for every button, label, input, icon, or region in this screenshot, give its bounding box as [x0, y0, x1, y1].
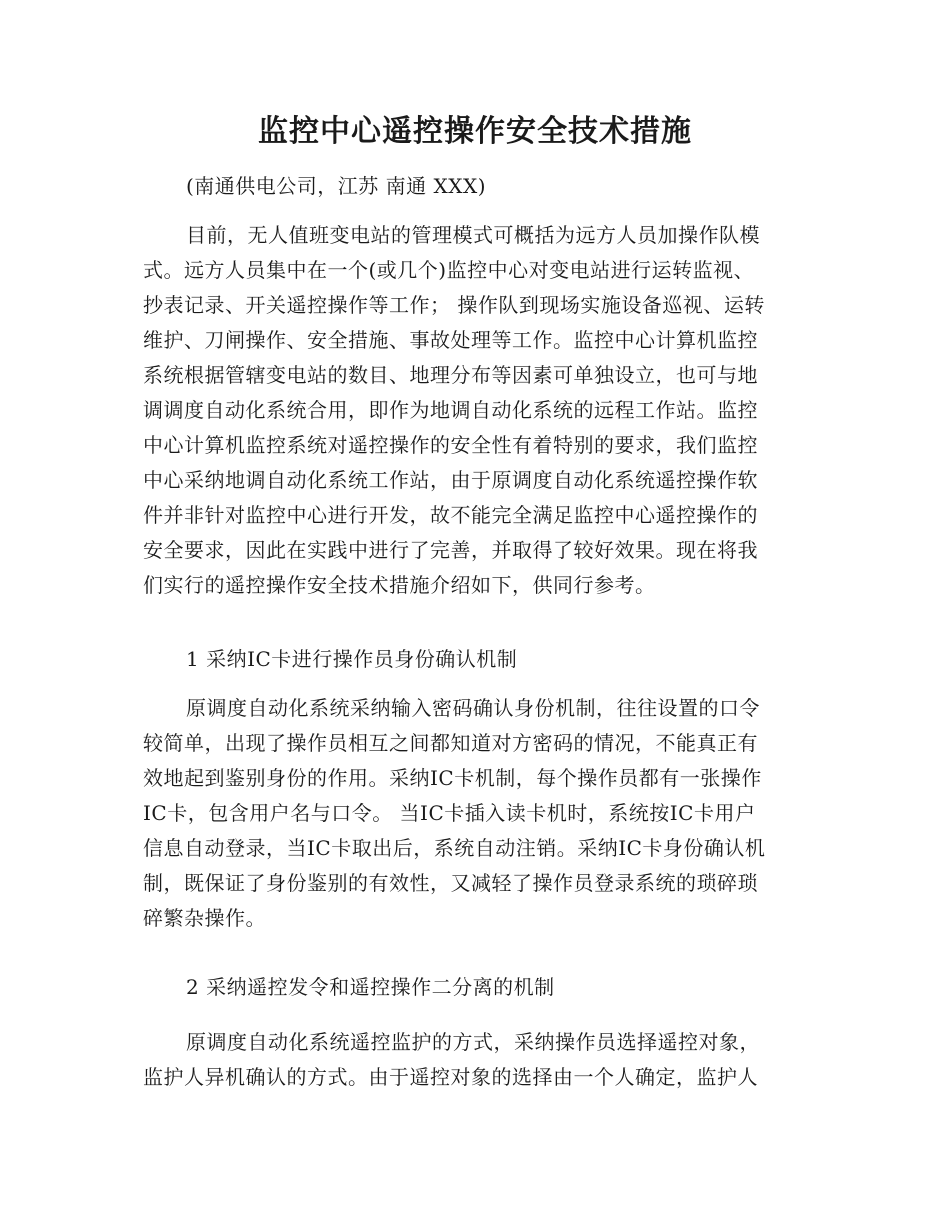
paragraph-line: 维护、刀闸操作、安全措施、事故处理等工作。监控中心计算机监控: [143, 328, 758, 352]
paragraph-line: 件并非针对监控中心进行开发，故不能完全满足监控中心遥控操作的: [143, 503, 758, 527]
paragraph-line: 目前，无人值班变电站的管理模式可概括为远方人员加操作队模: [186, 223, 760, 247]
document-title: 监控中心遥控操作安全技术措施: [258, 114, 692, 149]
paragraph-line: 们实行的遥控操作安全技术措施介绍如下，供同行参考。: [143, 573, 656, 597]
paragraph-line: 制，既保证了身份鉴别的有效性，又减轻了操作员登录系统的琐碎琐: [143, 871, 758, 895]
paragraph-line: IC卡，包含用户名与口令。 当IC卡插入读卡机时，系统按IC卡用户: [143, 801, 756, 825]
paragraph-line: 调调度自动化系统合用，即作为地调自动化系统的远程工作站。监控: [143, 398, 758, 422]
paragraph-line: 中心采纳地调自动化系统工作站，由于原调度自动化系统遥控操作软: [143, 468, 758, 492]
paragraph-line: 中心计算机监控系统对遥控操作的安全性有着特别的要求，我们监控: [143, 433, 758, 457]
paragraph-line: 信息自动登录，当IC卡取出后，系统自动注销。采纳IC卡身份确认机: [143, 836, 766, 860]
paragraph-line: 原调度自动化系统遥控监护的方式，采纳操作员选择遥控对象，: [186, 1030, 760, 1054]
paragraph-line: 碎繁杂操作。: [143, 906, 266, 930]
paragraph-line: 系统根据管辖变电站的数目、地理分布等因素可单独设立，也可与地: [143, 363, 758, 387]
paragraph-line: 效地起到鉴别身份的作用。采纳IC卡机制，每个操作员都有一张操作: [143, 766, 762, 790]
paragraph-line: 抄表记录、开关遥控操作等工作； 操作队到现场实施设备巡视、运转: [143, 293, 765, 317]
section-heading: 2 采纳遥控发令和遥控操作二分离的机制: [186, 975, 555, 999]
paragraph-line: 安全要求，因此在实践中进行了完善，并取得了较好效果。现在将我: [143, 538, 758, 562]
paragraph-line: 较简单，出现了操作员相互之间都知道对方密码的情况，不能真正有: [143, 731, 758, 755]
author-affiliation: (南通供电公司，江苏 南通 XXX): [186, 174, 487, 198]
paragraph-line: 原调度自动化系统采纳输入密码确认身份机制，往往设置的口令: [186, 696, 760, 720]
paragraph-line: 式。远方人员集中在一个(或几个)监控中心对变电站进行运转监视、: [143, 258, 755, 282]
paragraph-line: 监护人异机确认的方式。由于遥控对象的选择由一个人确定，监护人: [143, 1065, 758, 1089]
section-heading: 1 采纳IC卡进行操作员身份确认机制: [186, 647, 518, 671]
